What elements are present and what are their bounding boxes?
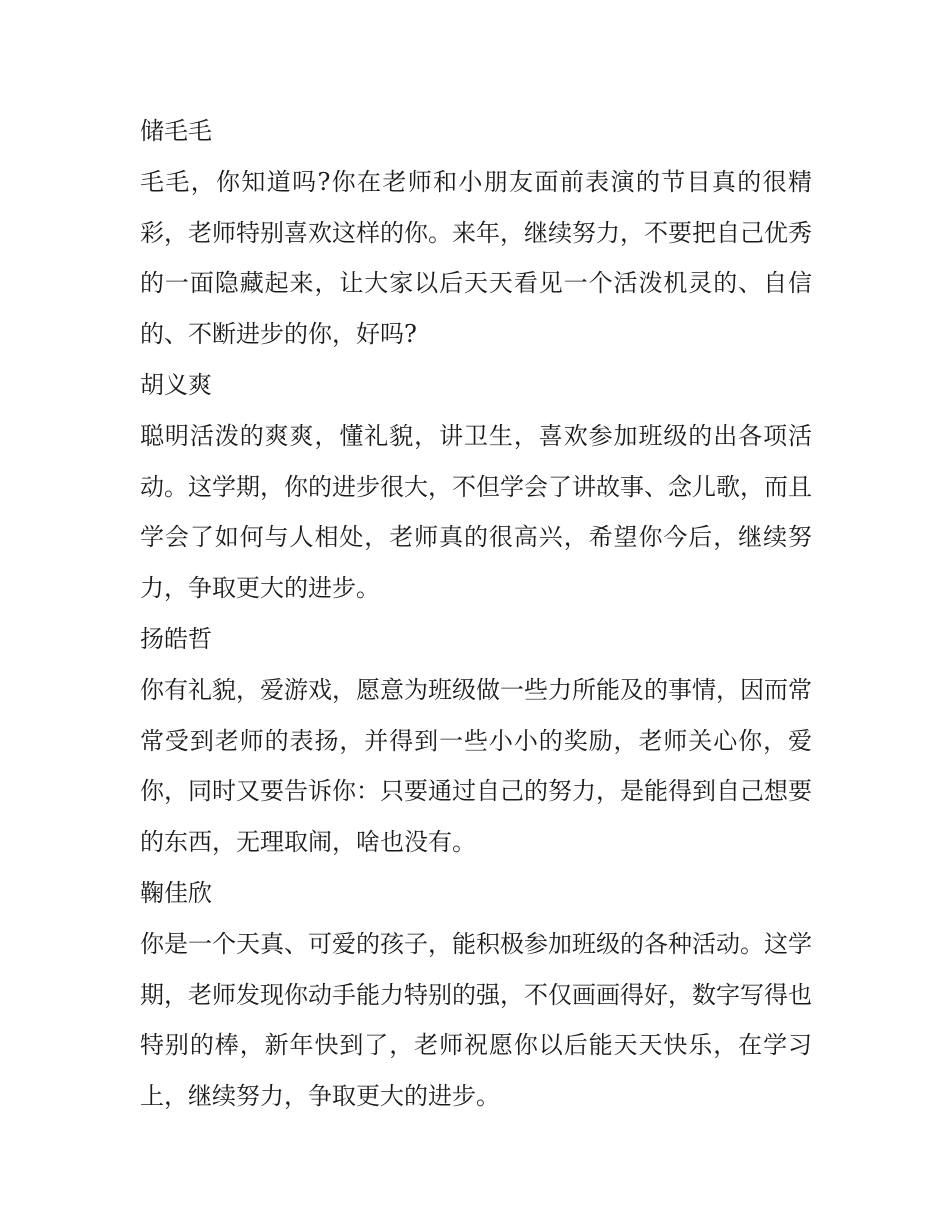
student-name: 扬皓哲 — [140, 624, 212, 653]
comment-paragraph: 你是一个天真、可爱的孩子，能积极参加班级的各种活动。这学期，老师发现你动手能力特别的强，不仅画画得好，数字写得也特别的棒，新年快到了，老师祝愿你以后能天天快乐，在学习上，继续努力，争取更大的进步。 — [140, 929, 812, 1111]
student-name: 胡义爽 — [140, 370, 212, 399]
document-body — [140, 106, 812, 1122]
comment-paragraph: 你有礼貌，爱游戏，愿意为班级做一些力所能及的事情，因而常常受到老师的表扬，并得到一些小小的奖励，老师关心你，爱你，同时又要告诉你：只要通过自己的努力，是能得到自己想要的东西，无理取闹，啥也没有。 — [140, 675, 812, 857]
comment-entry — [140, 360, 812, 614]
comment-paragraph: 聪明活泼的爽爽，懂礼貌，讲卫生，喜欢参加班级的出各项活动。这学期，你的进步很大，不但学会了讲故事、念儿歌，而且学会了如何与人相处，老师真的很高兴，希望你今后，继续努力，争取更大的进步。 — [140, 421, 812, 603]
comment-entry — [140, 106, 812, 360]
comment-entry — [140, 868, 812, 1122]
comment-entry — [140, 614, 812, 868]
student-name: 鞠佳欣 — [140, 878, 212, 907]
comment-paragraph: 毛毛，你知道吗?你在老师和小朋友面前表演的节目真的很精彩，老师特别喜欢这样的你。来年，继续努力，不要把自己优秀的一面隐藏起来，让大家以后天天看见一个活泼机灵的、自信的、不断进步的你，好吗? — [140, 167, 812, 349]
student-name: 储毛毛 — [140, 117, 212, 145]
